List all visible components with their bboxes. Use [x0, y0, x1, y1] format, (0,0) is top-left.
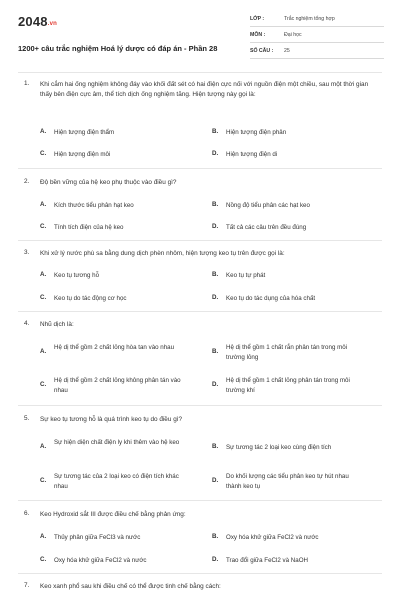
question-text: Sự keo tụ tương hỗ là quá trình keo tụ do điều gì?: [40, 416, 183, 423]
site-logo[interactable]: [18, 14, 57, 29]
option-text: Nồng độ tiểu phân các hạt keo: [226, 202, 310, 209]
option-text: Tất cả các câu trên đều đúng: [226, 224, 307, 231]
logo-tld: .vn: [47, 21, 58, 27]
meta-value: Đại học: [284, 32, 302, 38]
logo-brand: 2048: [18, 14, 48, 29]
option-text: Sự tương tác của 2 loại keo có điện tích khác nhau: [54, 473, 179, 490]
question-divider: [18, 168, 382, 169]
option-text: Oxy hóa khử giữa FeCl2 và nước: [226, 534, 319, 541]
option-text: Hệ dị thể gồm 2 chất lỏng hòa tan vào nhau: [54, 344, 175, 351]
option-letter: A.: [40, 128, 47, 135]
option-text: Hiện tượng điện phân: [226, 129, 287, 136]
option-text: Oxy hóa khử giữa FeCl2 và nước: [54, 557, 147, 564]
option-text: Hiện tượng điện môi: [54, 151, 111, 158]
option-letter: C.: [40, 556, 47, 563]
option-text: Hiện tượng điện thẩm: [54, 129, 115, 136]
option-letter: B.: [212, 533, 219, 540]
option-text: Keo tụ do tác dụng của hóa chất: [226, 295, 316, 302]
option-letter: D.: [212, 381, 219, 388]
meta-key: SỐ CÂU :: [250, 48, 274, 54]
option-letter: C.: [40, 223, 47, 230]
option-letter: D.: [212, 477, 219, 484]
option-letter: A.: [40, 348, 47, 355]
option-text: Sự hiện diện chất điện ly khi thêm vào hệ keo: [54, 439, 180, 446]
question-number: 7.: [24, 582, 30, 589]
option-letter: A.: [40, 443, 47, 450]
meta-row-count: [250, 46, 384, 59]
meta-row-subject: [250, 30, 384, 43]
option-text: Kích thước tiểu phân hạt keo: [54, 202, 134, 209]
option-letter: A.: [40, 201, 47, 208]
question-text: Keo xanh phổ sau khi điều chế có thể được tinh chế bằng cách:: [40, 583, 221, 590]
question-divider: [18, 240, 382, 241]
option-letter: B.: [212, 348, 219, 355]
option-text: Trao đổi giữa FeCl2 và NaOH: [226, 557, 308, 564]
option-letter: C.: [40, 150, 47, 157]
option-text: Sự tương tác 2 loại keo cùng điện tích: [226, 444, 332, 451]
question-number: 2.: [24, 178, 30, 185]
option-letter: A.: [40, 271, 47, 278]
option-letter: C.: [40, 294, 47, 301]
question-divider: [18, 405, 382, 406]
question-text: Độ bền vững của hệ keo phụ thuộc vào điều gì?: [40, 179, 177, 186]
option-letter: D.: [212, 294, 219, 301]
option-text: Hệ dị thể gồm 1 chất rắn phân tán trong môi trường lỏng: [226, 344, 348, 361]
question-divider: [18, 311, 382, 312]
option-letter: B.: [212, 271, 219, 278]
meta-value: 25: [284, 48, 290, 54]
header-divider: [18, 72, 382, 73]
question-number: 4.: [24, 320, 30, 327]
option-text: Tính tích điện của hệ keo: [54, 224, 124, 231]
option-text: Keo tụ do tác động cơ học: [54, 295, 127, 302]
question-text: Nhũ dịch là:: [40, 321, 74, 328]
option-letter: D.: [212, 150, 219, 157]
option-text: Hệ dị thể gồm 2 chất lỏng không phân tán vào nhau: [54, 377, 181, 394]
option-letter: B.: [212, 443, 219, 450]
option-letter: D.: [212, 223, 219, 230]
option-letter: C.: [40, 477, 47, 484]
question-divider: [18, 500, 382, 501]
option-text: Hiện tượng điện di: [226, 151, 278, 158]
question-text: Khi cắm hai ống nghiệm không đáy vào khối đất sét có hai điện cực nối với nguồn điện một chiều, sau một thời gian thấy bên điện cực âm, thể tích dịch ống nghiệm tăng. Hiện tượng này gọi là:: [40, 81, 369, 98]
question-divider: [18, 573, 382, 574]
question-number: 1.: [24, 80, 30, 87]
meta-key: LỚP :: [250, 16, 265, 22]
option-letter: C.: [40, 381, 47, 388]
question-number: 6.: [24, 510, 30, 517]
option-text: Do khối lượng các tiểu phân keo tự hút nhau thành keo tụ: [226, 473, 349, 490]
meta-key: MÔN :: [250, 32, 266, 38]
meta-table: [250, 14, 384, 62]
page-title: 1200+ câu trắc nghiệm Hoá lý dược có đáp án - Phần 28: [18, 44, 218, 53]
option-text: Keo tụ tự phát: [226, 272, 266, 279]
meta-value: Trắc nghiệm tổng hợp: [284, 16, 335, 22]
meta-row-class: [250, 14, 384, 27]
option-letter: A.: [40, 533, 47, 540]
option-text: Thủy phân giữa FeCl3 và nước: [54, 534, 141, 541]
option-letter: B.: [212, 128, 219, 135]
option-text: Hệ dị thể gồm 1 chất lỏng phân tán trong môi trường khí: [226, 377, 350, 394]
option-letter: B.: [212, 201, 219, 208]
option-text: Keo tụ tương hỗ: [54, 272, 100, 279]
question-text: Khi xử lý nước phù sa bằng dung dịch phèn nhôm, hiện tượng keo tụ trên được gọi là:: [40, 250, 285, 257]
option-letter: D.: [212, 556, 219, 563]
question-number: 3.: [24, 249, 30, 256]
question-text: Keo Hydroxid sắt III được điều chế bằng phản ứng:: [40, 511, 186, 518]
question-number: 5.: [24, 415, 30, 422]
